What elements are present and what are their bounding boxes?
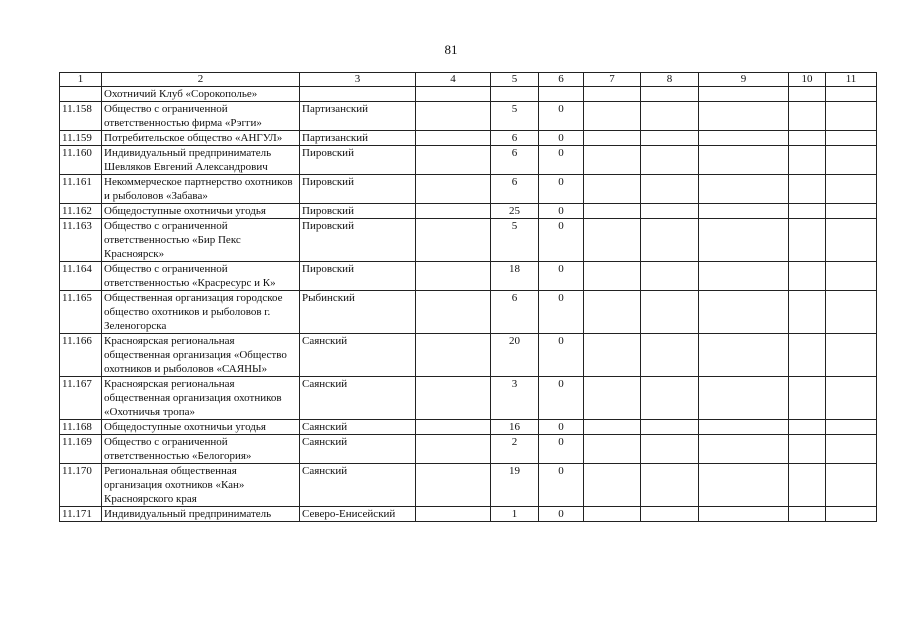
- organization-name-cell: Красноярская региональная общественная организация охотников «Охотничья тропа»: [102, 377, 300, 420]
- column-5-cell: [491, 87, 539, 102]
- district-cell: Саянский: [300, 420, 416, 435]
- column-10-cell: [789, 102, 826, 131]
- row-number-cell: 11.159: [60, 131, 102, 146]
- column-8-cell: [641, 420, 699, 435]
- column-5-cell: 16: [491, 420, 539, 435]
- column-9-cell: [699, 87, 789, 102]
- table-row: [60, 464, 877, 507]
- column-4-cell: [416, 146, 491, 175]
- column-5-cell: 18: [491, 262, 539, 291]
- column-4-cell: [416, 262, 491, 291]
- column-8-cell: [641, 204, 699, 219]
- organization-name-cell: Региональная общественная организация охотников «Кан» Красноярского края: [102, 464, 300, 507]
- column-6-cell: 0: [539, 131, 584, 146]
- column-4-cell: [416, 377, 491, 420]
- row-number-cell: 11.166: [60, 334, 102, 377]
- organization-name-cell: Охотничий Клуб «Сорокополье»: [102, 87, 300, 102]
- organization-name-cell: Общественная организация городское общество охотников и рыболовов г. Зеленогорска: [102, 291, 300, 334]
- page-number: 81: [444, 42, 458, 57]
- table-row: [60, 146, 877, 175]
- column-7-cell: [584, 204, 641, 219]
- table-row: [60, 102, 877, 131]
- column-10-cell: [789, 291, 826, 334]
- organization-name-cell: Общедоступные охотничьи угодья: [102, 420, 300, 435]
- column-10-cell: [789, 219, 826, 262]
- column-11-cell: [826, 87, 877, 102]
- organization-name-cell: Красноярская региональная общественная организация «Общество охотников и рыболовов «САЯНЫ»: [102, 334, 300, 377]
- column-9-cell: [699, 377, 789, 420]
- table-row: [60, 204, 877, 219]
- column-4-cell: [416, 291, 491, 334]
- column-11-cell: [826, 291, 877, 334]
- column-header: 7: [584, 73, 641, 87]
- column-5-cell: 5: [491, 219, 539, 262]
- column-5-cell: 2: [491, 435, 539, 464]
- column-9-cell: [699, 420, 789, 435]
- column-7-cell: [584, 146, 641, 175]
- district-cell: Пировский: [300, 175, 416, 204]
- column-9-cell: [699, 146, 789, 175]
- district-cell: Рыбинский: [300, 291, 416, 334]
- organization-name-cell: Общество с ограниченной ответственностью «Красресурс и К»: [102, 262, 300, 291]
- row-number-cell: 11.165: [60, 291, 102, 334]
- column-header: 10: [789, 73, 826, 87]
- column-6-cell: 0: [539, 464, 584, 507]
- column-7-cell: [584, 507, 641, 522]
- column-11-cell: [826, 175, 877, 204]
- column-7-cell: [584, 334, 641, 377]
- column-header: 5: [491, 73, 539, 87]
- table-row: [60, 334, 877, 377]
- column-8-cell: [641, 507, 699, 522]
- table-row: [60, 291, 877, 334]
- district-cell: Пировский: [300, 204, 416, 219]
- district-cell: Саянский: [300, 435, 416, 464]
- table-row: [60, 377, 877, 420]
- column-header: 11: [826, 73, 877, 87]
- column-6-cell: 0: [539, 175, 584, 204]
- column-7-cell: [584, 377, 641, 420]
- header-row: [60, 73, 877, 87]
- organization-name-cell: Общество с ограниченной ответственностью «Белогория»: [102, 435, 300, 464]
- table-row: [60, 219, 877, 262]
- column-5-cell: 3: [491, 377, 539, 420]
- organization-name-cell: Общество с ограниченной ответственностью фирма «Рэгги»: [102, 102, 300, 131]
- column-10-cell: [789, 262, 826, 291]
- column-9-cell: [699, 435, 789, 464]
- district-cell: Саянский: [300, 377, 416, 420]
- row-number-cell: 11.170: [60, 464, 102, 507]
- column-7-cell: [584, 102, 641, 131]
- table-row: [60, 507, 877, 522]
- column-11-cell: [826, 204, 877, 219]
- row-number-cell: 11.168: [60, 420, 102, 435]
- column-4-cell: [416, 102, 491, 131]
- column-6-cell: 0: [539, 334, 584, 377]
- column-9-cell: [699, 334, 789, 377]
- column-6-cell: 0: [539, 262, 584, 291]
- column-6-cell: 0: [539, 146, 584, 175]
- district-cell: Пировский: [300, 219, 416, 262]
- column-4-cell: [416, 175, 491, 204]
- column-8-cell: [641, 262, 699, 291]
- row-number-cell: 11.169: [60, 435, 102, 464]
- column-4-cell: [416, 87, 491, 102]
- column-header: 9: [699, 73, 789, 87]
- row-number-cell: 11.162: [60, 204, 102, 219]
- data-table: [59, 72, 877, 522]
- column-5-cell: 25: [491, 204, 539, 219]
- table-row: [60, 131, 877, 146]
- column-10-cell: [789, 435, 826, 464]
- column-8-cell: [641, 175, 699, 204]
- row-number-cell: 11.164: [60, 262, 102, 291]
- column-5-cell: 1: [491, 507, 539, 522]
- column-header: 6: [539, 73, 584, 87]
- column-10-cell: [789, 464, 826, 507]
- column-11-cell: [826, 102, 877, 131]
- column-10-cell: [789, 146, 826, 175]
- column-4-cell: [416, 464, 491, 507]
- column-6-cell: 0: [539, 102, 584, 131]
- column-5-cell: 19: [491, 464, 539, 507]
- district-cell: Саянский: [300, 334, 416, 377]
- column-11-cell: [826, 131, 877, 146]
- column-9-cell: [699, 219, 789, 262]
- column-8-cell: [641, 291, 699, 334]
- column-4-cell: [416, 334, 491, 377]
- column-5-cell: 6: [491, 131, 539, 146]
- column-5-cell: 5: [491, 102, 539, 131]
- column-10-cell: [789, 377, 826, 420]
- organization-name-cell: Общество с ограниченной ответственностью «Бир Пекс Красноярск»: [102, 219, 300, 262]
- column-9-cell: [699, 291, 789, 334]
- column-4-cell: [416, 131, 491, 146]
- column-header: 4: [416, 73, 491, 87]
- row-number-cell: 11.158: [60, 102, 102, 131]
- column-5-cell: 6: [491, 175, 539, 204]
- column-header: 3: [300, 73, 416, 87]
- column-11-cell: [826, 377, 877, 420]
- row-number-cell: 11.163: [60, 219, 102, 262]
- column-header: 8: [641, 73, 699, 87]
- column-8-cell: [641, 435, 699, 464]
- column-11-cell: [826, 334, 877, 377]
- column-9-cell: [699, 204, 789, 219]
- column-11-cell: [826, 219, 877, 262]
- row-number-cell: 11.167: [60, 377, 102, 420]
- district-cell: Партизанский: [300, 131, 416, 146]
- column-11-cell: [826, 146, 877, 175]
- column-9-cell: [699, 507, 789, 522]
- column-11-cell: [826, 464, 877, 507]
- table-row: [60, 435, 877, 464]
- column-9-cell: [699, 262, 789, 291]
- column-8-cell: [641, 87, 699, 102]
- column-6-cell: 0: [539, 204, 584, 219]
- column-7-cell: [584, 219, 641, 262]
- district-cell: Партизанский: [300, 102, 416, 131]
- table-row: [60, 175, 877, 204]
- district-cell: Пировский: [300, 146, 416, 175]
- column-8-cell: [641, 146, 699, 175]
- column-10-cell: [789, 131, 826, 146]
- district-cell: Северо-Енисейский: [300, 507, 416, 522]
- column-10-cell: [789, 507, 826, 522]
- column-8-cell: [641, 377, 699, 420]
- column-10-cell: [789, 175, 826, 204]
- column-5-cell: 6: [491, 291, 539, 334]
- column-10-cell: [789, 204, 826, 219]
- column-6-cell: [539, 87, 584, 102]
- column-4-cell: [416, 204, 491, 219]
- column-header: 1: [60, 73, 102, 87]
- district-cell: Саянский: [300, 464, 416, 507]
- column-9-cell: [699, 175, 789, 204]
- district-cell: [300, 87, 416, 102]
- column-6-cell: 0: [539, 507, 584, 522]
- row-number-cell: 11.161: [60, 175, 102, 204]
- column-4-cell: [416, 420, 491, 435]
- column-5-cell: 6: [491, 146, 539, 175]
- column-4-cell: [416, 435, 491, 464]
- column-7-cell: [584, 131, 641, 146]
- column-8-cell: [641, 102, 699, 131]
- column-6-cell: 0: [539, 420, 584, 435]
- column-6-cell: 0: [539, 219, 584, 262]
- row-number-cell: 11.160: [60, 146, 102, 175]
- column-8-cell: [641, 131, 699, 146]
- column-11-cell: [826, 435, 877, 464]
- organization-name-cell: Индивидуальный предприниматель: [102, 507, 300, 522]
- table-row: [60, 420, 877, 435]
- district-cell: Пировский: [300, 262, 416, 291]
- organization-name-cell: Некоммерческое партнерство охотников и рыболовов «Забава»: [102, 175, 300, 204]
- column-7-cell: [584, 262, 641, 291]
- column-8-cell: [641, 219, 699, 262]
- column-10-cell: [789, 420, 826, 435]
- column-4-cell: [416, 507, 491, 522]
- column-7-cell: [584, 87, 641, 102]
- column-9-cell: [699, 464, 789, 507]
- column-7-cell: [584, 420, 641, 435]
- column-10-cell: [789, 334, 826, 377]
- column-5-cell: 20: [491, 334, 539, 377]
- column-6-cell: 0: [539, 291, 584, 334]
- column-7-cell: [584, 435, 641, 464]
- column-9-cell: [699, 102, 789, 131]
- row-number-cell: 11.171: [60, 507, 102, 522]
- column-7-cell: [584, 464, 641, 507]
- column-6-cell: 0: [539, 377, 584, 420]
- column-7-cell: [584, 175, 641, 204]
- column-6-cell: 0: [539, 435, 584, 464]
- column-8-cell: [641, 334, 699, 377]
- column-11-cell: [826, 507, 877, 522]
- column-header: 2: [102, 73, 300, 87]
- column-4-cell: [416, 219, 491, 262]
- column-7-cell: [584, 291, 641, 334]
- column-11-cell: [826, 262, 877, 291]
- organization-name-cell: Потребительское общество «АНГУЛ»: [102, 131, 300, 146]
- organization-name-cell: Общедоступные охотничьи угодья: [102, 204, 300, 219]
- column-10-cell: [789, 87, 826, 102]
- column-11-cell: [826, 420, 877, 435]
- column-9-cell: [699, 131, 789, 146]
- column-8-cell: [641, 464, 699, 507]
- organization-name-cell: Индивидуальный предприниматель Шевляков Евгений Александрович: [102, 146, 300, 175]
- row-number-cell: [60, 87, 102, 102]
- table-row: [60, 262, 877, 291]
- table-row: [60, 87, 877, 102]
